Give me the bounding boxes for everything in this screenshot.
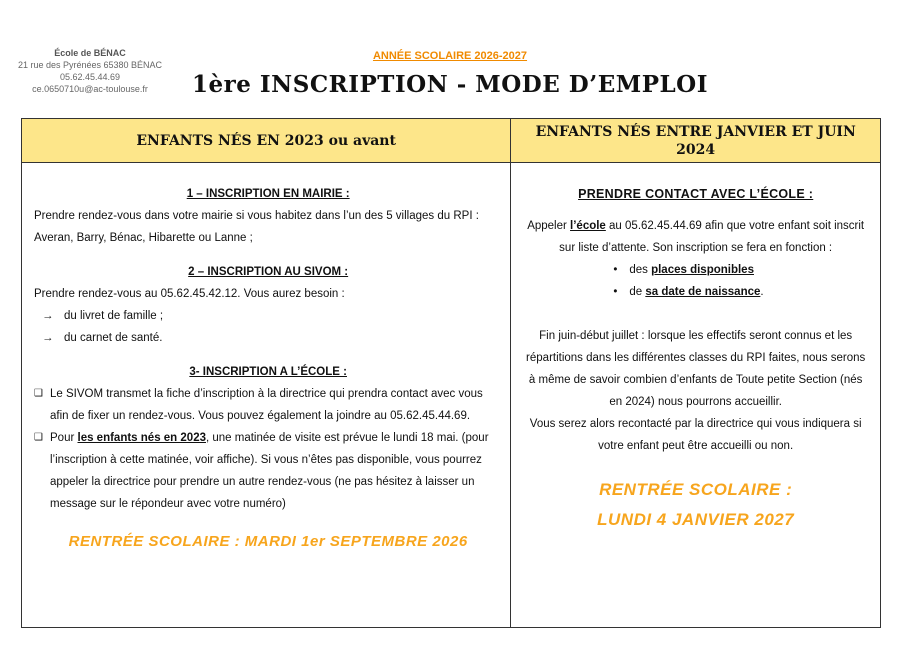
arrow-icon: → [42, 310, 54, 322]
page-title: 1ère INSCRIPTION - MODE D’EMPLOI [192, 71, 708, 98]
contact-title: PRENDRE CONTACT AVEC L’ÉCOLE : [578, 187, 814, 201]
list-item: • des places disponibles [613, 259, 870, 281]
arrow-icon: → [42, 332, 54, 344]
list-item: ❑ Pour les enfants nés en 2023, une matinée de visite est prévue le lundi 18 mai. (pour l’inscription à cette matinée, voir affiche). Si vous n’êtes pas disponible, vous pourrez appeler la directrice pour prendre un autre rendez-vous (ne pas hésitez à laisser un message sur le répondeur avec votre numéro) [34, 427, 502, 515]
left-column [22, 163, 511, 628]
section-sivom-text: Prendre rendez-vous au 05.62.45.42.12. Vous aurez besoin : [34, 288, 345, 300]
list-item: → du livret de famille ; [34, 305, 502, 327]
section-mairie-title: 1 – INSCRIPTION EN MAIRIE : [186, 188, 350, 200]
list-item: ❑ Le SIVOM transmet la fiche d’inscription à la directrice qui prendra contact avec vous afin de fixer un rendez-vous. Vous pouvez également la joindre au 05.62.45.44.69. [34, 383, 502, 427]
checkbox-square-icon: ❑ [34, 432, 43, 443]
section-sivom [34, 261, 502, 349]
school-name: École de BÉNAC [54, 48, 126, 58]
section-mairie [34, 183, 502, 249]
rentree-date-left: RENTRÉE SCOLAIRE : MARDI 1er SEPTEMBRE 2026 [68, 533, 468, 550]
rentree-date-right: RENTRÉE SCOLAIRE : LUNDI 4 JANVIER 2027 [597, 480, 795, 529]
contact-paragraph: Appeler l’école au 05.62.45.44.69 afin que votre enfant soit inscrit sur liste d’attente. Son inscription se fera en fonction : [527, 220, 865, 254]
list-item: → du carnet de santé. [34, 327, 502, 349]
school-email: ce.0650710u@ac-toulouse.fr [32, 84, 148, 94]
right-column [511, 163, 881, 628]
recontact-paragraph: Vous serez alors recontacté par la directrice qui vous indiquera si votre enfant peut être accueilli ou non. [529, 418, 862, 452]
school-info [10, 47, 170, 95]
criteria-list [613, 259, 870, 303]
list-item: • de sa date de naissance. [613, 281, 870, 303]
bullet-icon: • [613, 264, 618, 276]
info-table [21, 118, 881, 628]
checkbox-square-icon: ❑ [34, 388, 43, 399]
left-heading: ENFANTS NÉS EN 2023 ou avant [22, 119, 511, 163]
bullet-icon: • [613, 286, 618, 298]
section-mairie-text: Prendre rendez-vous dans votre mairie si vous habitez dans l’un des 5 villages du RPI : Averan, Barry, Bénac, Hibarette ou Lanne ; [34, 210, 479, 244]
school-address: 21 rue des Pyrénées 65380 BÉNAC [17, 60, 163, 70]
section-ecole-title: 3- INSCRIPTION A L’ÉCOLE : [189, 366, 347, 378]
school-phone: 05.62.45.44.69 [59, 72, 121, 82]
school-year: ANNÉE SCOLAIRE 2026-2027 [372, 50, 528, 62]
section-ecole [34, 361, 502, 515]
section-sivom-title: 2 – INSCRIPTION AU SIVOM : [188, 266, 349, 278]
info-paragraph: Fin juin-début juillet : lorsque les effectifs seront connus et les répartitions dans les différentes classes du RPI faites, nous serons à même de savoir combien d’enfants de Toute petite Section (nés en 2024) nous pourrons accueillir. [526, 330, 866, 408]
right-heading: ENFANTS NÉS ENTRE JANVIER ET JUIN 2024 [511, 119, 881, 163]
